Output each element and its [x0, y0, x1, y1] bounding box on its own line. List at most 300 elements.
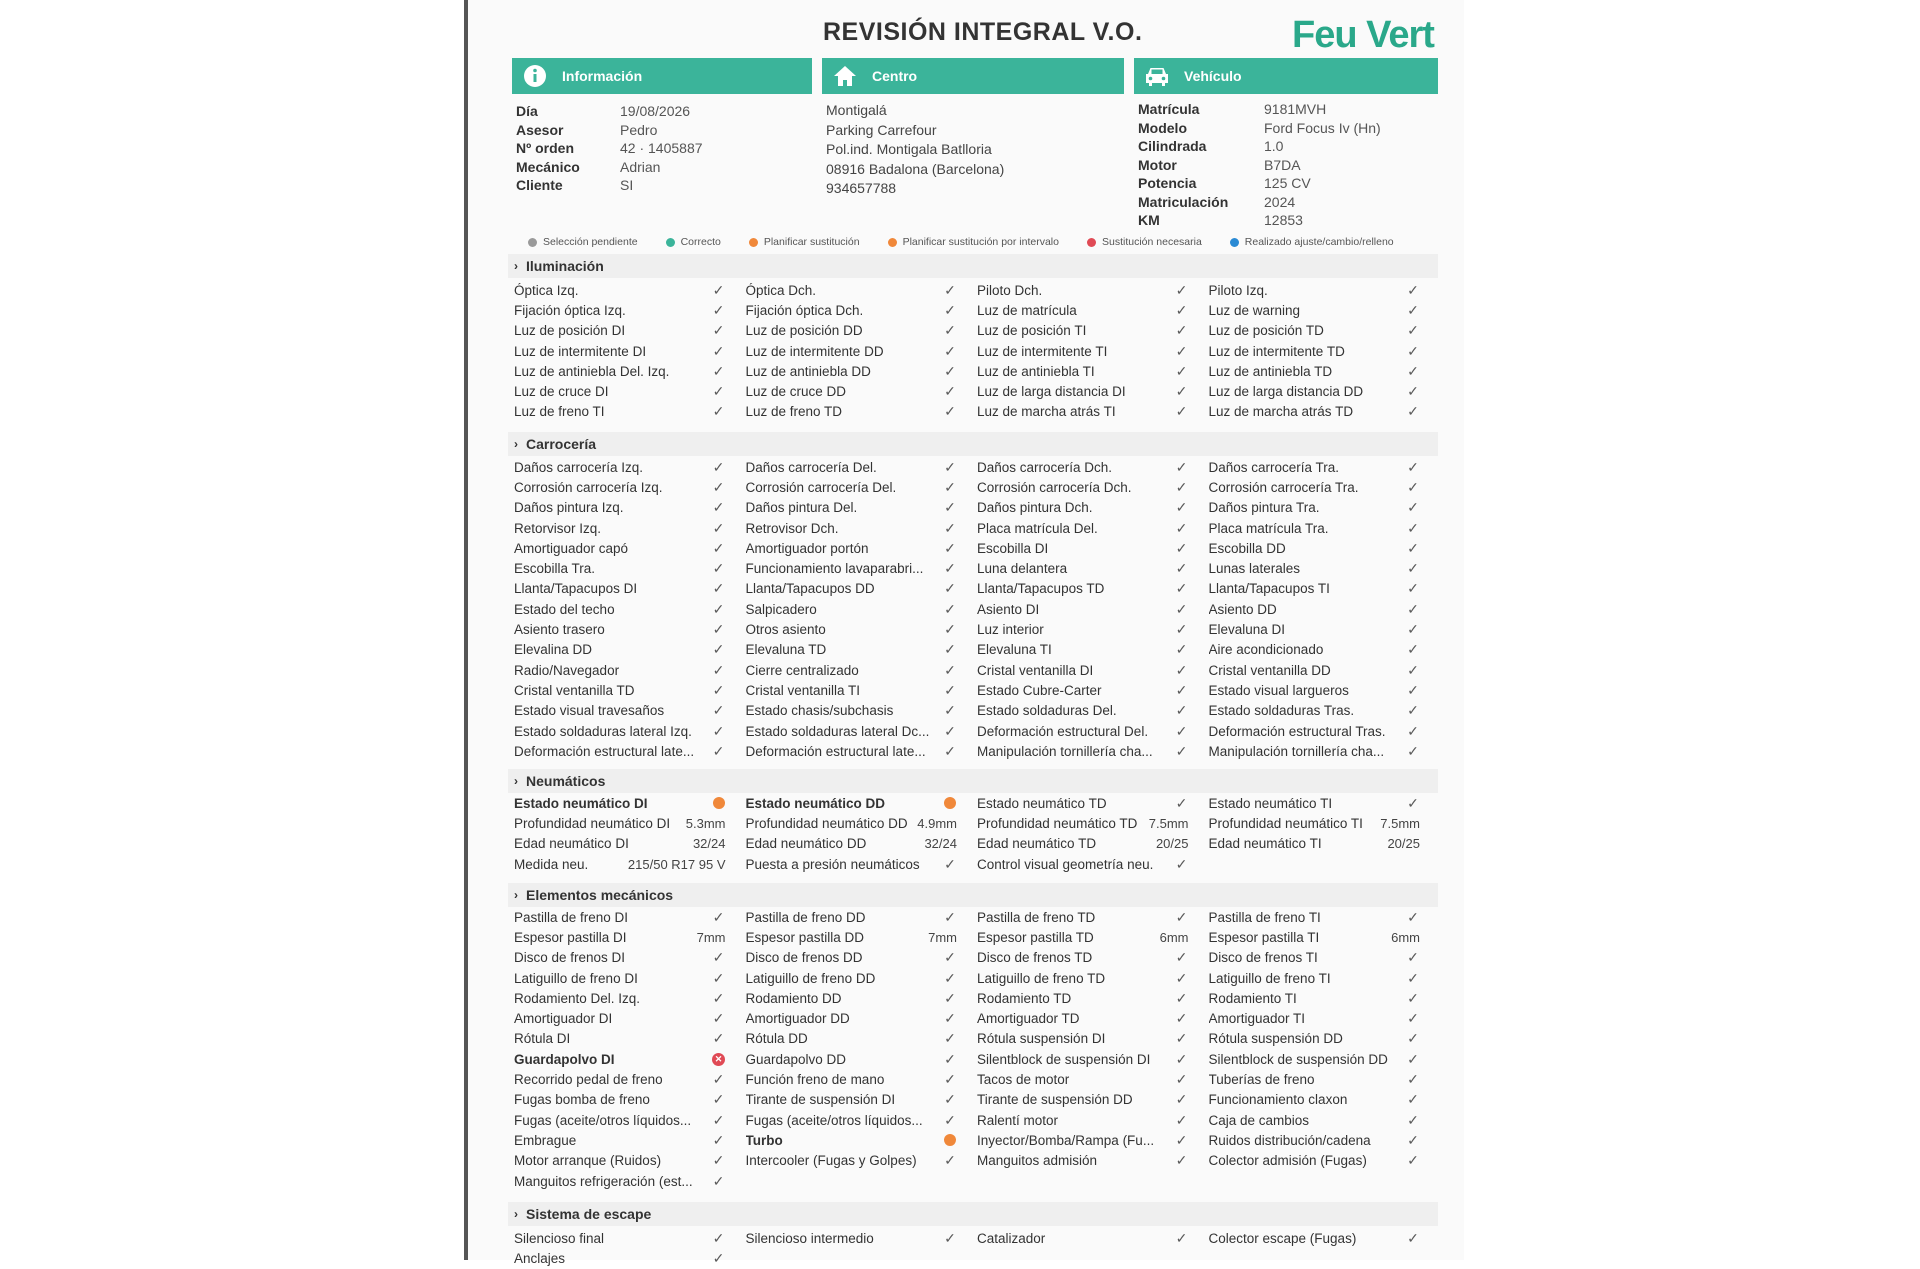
- item-label: Inyector/Bomba/Rampa (Fu...: [977, 1132, 1155, 1148]
- check-icon: ✓: [1407, 681, 1419, 698]
- checklist-item: [514, 743, 746, 760]
- status-indicator: [943, 621, 957, 638]
- item-value: 215/50 R17 95 V: [627, 856, 726, 872]
- item-value: 7.5mm: [1148, 815, 1189, 831]
- status-indicator: [943, 1112, 957, 1129]
- checklist-row: [514, 701, 1440, 721]
- item-value: 4.9mm: [917, 815, 957, 831]
- item-label: Otros asiento: [745, 622, 826, 638]
- checklist-row: [514, 721, 1440, 741]
- field-value: Pedro: [620, 121, 658, 138]
- item-label: Edad neumático TD: [977, 836, 1097, 852]
- checklist-item: [514, 1112, 746, 1129]
- checklist-item: [514, 580, 746, 597]
- checklist-item: [514, 601, 746, 618]
- item-label: Silentblock de suspensión DI: [977, 1051, 1151, 1067]
- field-value: 12853: [1264, 212, 1303, 229]
- status-indicator: [943, 1071, 957, 1088]
- item-label: Escobilla Tra.: [514, 561, 596, 577]
- field-value: SI: [620, 177, 634, 194]
- item-label: Llanta/Tapacupos DD: [745, 581, 875, 597]
- checklist-item: [1209, 662, 1441, 679]
- checklist-item: [1209, 1230, 1441, 1247]
- check-icon: ✓: [1175, 681, 1188, 698]
- check-icon: ✓: [712, 539, 725, 556]
- item-label: Pastilla de freno DI: [514, 909, 629, 925]
- vehiculo-panel: [1134, 58, 1438, 230]
- check-icon: ✓: [712, 342, 725, 359]
- check-icon: ✓: [944, 539, 956, 556]
- item-label: Daños pintura Izq.: [514, 500, 624, 516]
- status-indicator: [943, 1091, 957, 1108]
- status-indicator: [1406, 479, 1420, 496]
- legend-label: Selección pendiente: [543, 236, 638, 248]
- status-indicator: [1406, 702, 1420, 719]
- item-label: Fugas (aceite/otros líquidos...: [745, 1112, 923, 1128]
- status-indicator: [712, 403, 726, 420]
- check-icon: ✓: [944, 722, 956, 739]
- checklist-item: [514, 1230, 746, 1247]
- item-label: Tirante de suspensión DD: [977, 1092, 1133, 1108]
- item-label: Amortiguador portón: [745, 540, 869, 556]
- check-icon: ✓: [1407, 1010, 1419, 1027]
- checklist-row: [514, 1248, 1440, 1268]
- status-indicator: [1175, 499, 1189, 516]
- check-icon: ✓: [712, 301, 725, 318]
- item-label: Deformación estructural Tras.: [1208, 723, 1386, 739]
- checklist-item: [746, 856, 978, 873]
- checklist-item: [1209, 1132, 1441, 1149]
- checklist-row: [514, 680, 1440, 700]
- checklist-item: [746, 662, 978, 679]
- check-icon: ✓: [1175, 908, 1188, 925]
- checklist-item: [1209, 641, 1441, 658]
- status-indicator: [1406, 1030, 1420, 1047]
- checklist-item: [977, 363, 1209, 380]
- item-label: Funcionamiento claxon: [1208, 1092, 1348, 1108]
- checklist-row: [514, 457, 1440, 477]
- status-indicator: [712, 459, 726, 476]
- status-indicator: [943, 282, 957, 299]
- item-label: Amortiguador capó: [514, 540, 629, 556]
- check-icon: ✓: [1175, 621, 1188, 638]
- check-icon: ✓: [944, 661, 956, 678]
- status-indicator: [1175, 1230, 1189, 1247]
- checklist-item: [977, 682, 1209, 699]
- checklist-item: [746, 909, 978, 926]
- item-label: Deformación estructural late...: [745, 743, 926, 759]
- checklist-item: [977, 816, 1209, 831]
- check-icon: ✓: [1175, 1111, 1188, 1128]
- status-indicator: [1175, 909, 1189, 926]
- checklist-item: [977, 540, 1209, 557]
- checklist-item: [746, 1133, 978, 1148]
- item-label: Profundidad neumático TD: [977, 815, 1138, 831]
- checklist-item: [746, 403, 978, 420]
- status-indicator: [712, 621, 726, 638]
- status-indicator: [943, 1051, 957, 1068]
- item-value: 6mm: [1159, 929, 1189, 945]
- checklist-item: [1209, 383, 1441, 400]
- checklist-row: [514, 948, 1440, 968]
- item-label: Estado chasis/subchasis: [745, 703, 894, 719]
- status-indicator: [1175, 1051, 1189, 1068]
- check-icon: ✓: [1175, 403, 1188, 420]
- status-indicator: [712, 1071, 726, 1088]
- check-icon: ✓: [712, 989, 725, 1006]
- checklist-item: [746, 302, 978, 319]
- checklist-row: [514, 1130, 1440, 1150]
- status-indicator: [1175, 403, 1189, 420]
- legend-item: [666, 236, 721, 248]
- check-icon: ✓: [1407, 499, 1419, 516]
- checklist-item: [1209, 990, 1441, 1007]
- checklist-item: [514, 1132, 746, 1149]
- checklist-item: [746, 520, 978, 537]
- field-label: Motor: [1138, 156, 1177, 173]
- info-panel-header: [512, 58, 812, 94]
- status-indicator: [1175, 322, 1189, 339]
- legend-label: Planificar sustitución por intervalo: [902, 236, 1059, 248]
- field-value: 42 · 1405887: [620, 140, 703, 157]
- item-label: Silencioso intermedio: [745, 1230, 874, 1246]
- check-icon: ✓: [1175, 742, 1188, 759]
- check-icon: ✓: [712, 661, 725, 678]
- item-label: Estado soldaduras lateral Dc...: [745, 723, 930, 739]
- centro-panel-title: Centro: [872, 68, 918, 84]
- check-icon: ✓: [1407, 478, 1419, 495]
- section-header: [508, 883, 1438, 907]
- checklist-item: [977, 990, 1209, 1007]
- field-row: [516, 139, 812, 158]
- check-icon: ✓: [1175, 281, 1188, 298]
- check-icon: ✓: [1407, 989, 1419, 1006]
- legend-label: Planificar sustitución: [763, 236, 860, 248]
- check-icon: ✓: [1407, 1091, 1419, 1108]
- checklist-item: [514, 282, 746, 299]
- item-label: Manipulación tornillería cha...: [1208, 743, 1385, 759]
- item-label: Disco de frenos TI: [1208, 950, 1318, 966]
- status-indicator: [1175, 949, 1189, 966]
- item-label: Daños pintura Del.: [745, 500, 858, 516]
- item-label: Daños pintura Tra.: [1208, 500, 1320, 516]
- checklist-item: [746, 930, 978, 945]
- checklist-item: [1209, 1112, 1441, 1129]
- checklist-item: [1209, 282, 1441, 299]
- item-label: Colector admisión (Fugas): [1208, 1153, 1367, 1169]
- checklist-item: [977, 459, 1209, 476]
- status-indicator: [943, 499, 957, 516]
- item-label: Puesta a presión neumáticos: [745, 856, 920, 872]
- field-value: 2024: [1264, 193, 1296, 210]
- check-icon: ✓: [1175, 949, 1188, 966]
- check-icon: ✓: [1407, 969, 1419, 986]
- item-label: Disco de frenos DI: [514, 950, 626, 966]
- checklist-row: [514, 402, 1440, 422]
- item-label: Llanta/Tapacupos TI: [1208, 581, 1330, 597]
- check-icon: ✓: [1407, 794, 1419, 811]
- item-label: Ruidos distribución/cadena: [1208, 1132, 1371, 1148]
- item-label: Rótula DI: [514, 1031, 571, 1047]
- item-label: Amortiguador TI: [1208, 1011, 1306, 1027]
- checklist-item: [514, 322, 746, 339]
- checklist-item: [514, 641, 746, 658]
- item-label: Elevaluna TD: [745, 642, 827, 658]
- checklist-item: [514, 383, 746, 400]
- checklist-item: [746, 990, 978, 1007]
- checklist-item: [977, 343, 1209, 360]
- check-icon: ✓: [944, 1091, 956, 1108]
- checklist-item: [514, 682, 746, 699]
- checklist-item: [746, 322, 978, 339]
- check-icon: ✓: [1175, 641, 1188, 658]
- checklist-item: [514, 1071, 746, 1088]
- item-label: Funcionamiento lavaparabri...: [745, 561, 924, 577]
- item-label: Turbo: [745, 1132, 783, 1148]
- field-label: Mecánico: [516, 158, 580, 175]
- checklist-item: [1209, 930, 1441, 945]
- checklist-item: [977, 282, 1209, 299]
- status-indicator: [943, 383, 957, 400]
- checklist-item: [514, 403, 746, 420]
- check-icon: ✓: [1407, 1030, 1419, 1047]
- check-icon: ✓: [944, 1010, 956, 1027]
- section-header: [508, 432, 1438, 456]
- check-icon: ✓: [944, 580, 956, 597]
- section-title: Neumáticos: [526, 773, 606, 789]
- check-icon: ✓: [944, 1111, 956, 1128]
- item-label: Espesor pastilla DD: [745, 929, 865, 945]
- checklist-item: [746, 1030, 978, 1047]
- status-indicator: [943, 990, 957, 1007]
- status-indicator: [1175, 1091, 1189, 1108]
- status-indicator: [712, 1230, 726, 1247]
- checklist-row: [514, 558, 1440, 578]
- chevron-right-icon: ›: [514, 1207, 518, 1221]
- checklist-item: [514, 723, 746, 740]
- status-indicator: [1406, 580, 1420, 597]
- section-title: Elementos mecánicos: [526, 887, 674, 903]
- checklist-row: [514, 834, 1440, 854]
- section-rows: [514, 1228, 1440, 1269]
- checklist-item: [977, 520, 1209, 537]
- page-title: REVISIÓN INTEGRAL V.O.: [823, 18, 1143, 46]
- checklist-item: [977, 743, 1209, 760]
- checklist-item: [514, 816, 746, 831]
- item-label: Guardapolvo DD: [745, 1051, 847, 1067]
- status-indicator: [943, 743, 957, 760]
- check-icon: ✓: [1175, 1050, 1188, 1067]
- checklist-row: [514, 1049, 1440, 1069]
- check-icon: ✓: [712, 281, 725, 298]
- item-label: Anclajes: [514, 1250, 566, 1266]
- status-indicator: [1406, 322, 1420, 339]
- checklist-item: [514, 949, 746, 966]
- item-label: Catalizador: [977, 1230, 1046, 1246]
- checklist-row: [514, 660, 1440, 680]
- item-label: Luz de matrícula: [977, 302, 1077, 318]
- item-label: Estado visual largueros: [1208, 682, 1349, 698]
- item-value: 7mm: [928, 929, 957, 945]
- item-label: Recorrido pedal de freno: [514, 1072, 663, 1088]
- field-value: 19/08/2026: [620, 103, 691, 120]
- checklist-item: [977, 302, 1209, 319]
- checklist-item: [977, 836, 1209, 851]
- checklist-item: [977, 856, 1209, 873]
- checklist-item: [746, 1112, 978, 1129]
- checklist-item: [514, 930, 746, 945]
- item-label: Rodamiento TD: [977, 990, 1072, 1006]
- check-icon: ✓: [1175, 519, 1188, 536]
- checklist-item: [1209, 601, 1441, 618]
- item-label: Daños carrocería Tra.: [1208, 459, 1340, 475]
- item-label: Cristal ventanilla DI: [977, 662, 1094, 678]
- check-icon: ✓: [1175, 702, 1188, 719]
- checklist-item: [1209, 520, 1441, 537]
- item-label: Estado neumático DD: [745, 795, 886, 811]
- check-icon: ✓: [712, 681, 725, 698]
- status-indicator: [1175, 1030, 1189, 1047]
- checklist-item: [1209, 816, 1441, 831]
- check-icon: ✓: [1175, 661, 1188, 678]
- car-icon: [1144, 63, 1170, 89]
- checklist-item: [977, 909, 1209, 926]
- legend-dot: [888, 238, 897, 247]
- checklist-item: [1209, 949, 1441, 966]
- checklist-item: [746, 836, 978, 851]
- check-icon: ✓: [1407, 539, 1419, 556]
- centro-line: Parking Carrefour: [826, 121, 937, 138]
- legend-label: Sustitución necesaria: [1101, 236, 1202, 248]
- check-icon: ✓: [944, 322, 956, 339]
- check-icon: ✓: [1175, 342, 1188, 359]
- item-label: Piloto Dch.: [977, 282, 1043, 298]
- check-icon: ✓: [1175, 1229, 1188, 1246]
- checklist-row: [514, 538, 1440, 558]
- status-legend: [528, 236, 1428, 248]
- checklist-item: [746, 1152, 978, 1169]
- item-label: Retrovisor Dch.: [745, 520, 839, 536]
- status-indicator: [1175, 743, 1189, 760]
- item-label: Estado del techo: [514, 601, 615, 617]
- check-icon: ✓: [1175, 969, 1188, 986]
- check-icon: ✓: [1407, 519, 1419, 536]
- status-indicator: [712, 1030, 726, 1047]
- status-indicator: [712, 682, 726, 699]
- checklist-item: [746, 282, 978, 299]
- checklist-row: [514, 599, 1440, 619]
- item-label: Luz de intermitente DI: [514, 343, 647, 359]
- status-indicator: [1406, 1010, 1420, 1027]
- check-icon: ✓: [712, 949, 725, 966]
- checklist-item: [1209, 403, 1441, 420]
- field-label: Matriculación: [1138, 193, 1229, 210]
- item-label: Caja de cambios: [1208, 1112, 1310, 1128]
- item-label: Aire acondicionado: [1208, 642, 1324, 658]
- status-indicator: [712, 343, 726, 360]
- check-icon: ✓: [944, 301, 956, 318]
- status-indicator: [1406, 662, 1420, 679]
- check-icon: ✓: [712, 458, 725, 475]
- status-indicator: [943, 1152, 957, 1169]
- checklist-item: [514, 796, 746, 811]
- checklist-item: [514, 836, 746, 851]
- checklist-row: [514, 1171, 1440, 1191]
- checklist-item: [977, 1132, 1209, 1149]
- check-icon: ✓: [712, 641, 725, 658]
- status-indicator: [712, 702, 726, 719]
- check-icon: ✓: [944, 621, 956, 638]
- status-indicator: [1406, 560, 1420, 577]
- item-label: Tuberías de freno: [1208, 1072, 1315, 1088]
- checklist-item: [514, 857, 746, 872]
- checklist-item: [746, 383, 978, 400]
- checklist-item: [746, 816, 978, 831]
- check-icon: ✓: [944, 458, 956, 475]
- checklist-row: [514, 1090, 1440, 1110]
- check-icon: ✓: [1407, 383, 1419, 400]
- check-icon: ✓: [1407, 403, 1419, 420]
- item-label: Tirante de suspensión DI: [745, 1092, 896, 1108]
- check-icon: ✓: [944, 1071, 956, 1088]
- check-icon: ✓: [1407, 1131, 1419, 1148]
- status-indicator: [943, 343, 957, 360]
- checklist-item: [977, 1071, 1209, 1088]
- item-label: Intercooler (Fugas y Golpes): [745, 1153, 917, 1169]
- checklist-item: [746, 560, 978, 577]
- item-label: Espesor pastilla TI: [1208, 929, 1320, 945]
- check-icon: ✓: [1407, 281, 1419, 298]
- checklist-item: [1209, 836, 1441, 851]
- item-label: Daños carrocería Del.: [745, 459, 877, 475]
- checklist-item: [514, 662, 746, 679]
- checklist-row: [514, 619, 1440, 639]
- checklist-item: [977, 580, 1209, 597]
- field-row: [1138, 100, 1438, 119]
- checklist-row: [514, 361, 1440, 381]
- check-icon: ✓: [1407, 949, 1419, 966]
- status-indicator: [1175, 1152, 1189, 1169]
- item-label: Ralentí motor: [977, 1112, 1059, 1128]
- status-indicator: [1175, 795, 1189, 812]
- check-icon: ✓: [944, 499, 956, 516]
- status-indicator: [712, 540, 726, 557]
- check-icon: ✓: [712, 908, 725, 925]
- item-label: Lunas laterales: [1208, 561, 1301, 577]
- checklist-item: [746, 970, 978, 987]
- status-indicator: [712, 580, 726, 597]
- item-label: Daños pintura Dch.: [977, 500, 1093, 516]
- check-icon: ✓: [944, 908, 956, 925]
- checklist-item: [746, 1010, 978, 1027]
- checklist-item: [977, 601, 1209, 618]
- info-panel-title: Información: [562, 68, 643, 84]
- checklist-item: [977, 383, 1209, 400]
- checklist-item: [977, 1010, 1209, 1027]
- item-label: Fijación óptica Izq.: [514, 302, 626, 318]
- check-icon: ✓: [712, 702, 725, 719]
- item-label: Estado soldaduras Del.: [977, 703, 1117, 719]
- checklist-item: [977, 1112, 1209, 1129]
- item-label: Fijación óptica Dch.: [745, 302, 864, 318]
- status-indicator: [1175, 1071, 1189, 1088]
- status-indicator: [712, 1173, 726, 1190]
- status-indicator: [712, 520, 726, 537]
- status-indicator: [1175, 580, 1189, 597]
- status-indicator: [712, 560, 726, 577]
- item-label: Espesor pastilla DI: [514, 929, 627, 945]
- checklist-row: [514, 1069, 1440, 1089]
